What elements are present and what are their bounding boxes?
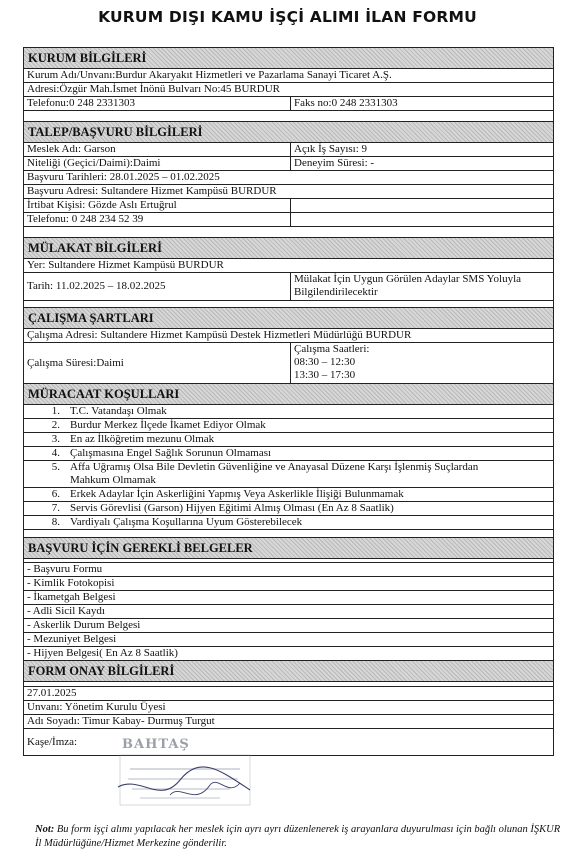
interview-dates: Tarih: 11.02.2025 – 18.02.2025 — [24, 273, 291, 300]
section-kurum-header: KURUM BİLGİLERİ — [24, 48, 553, 69]
section-spacer — [24, 227, 553, 238]
condition-number: 5. — [51, 461, 60, 473]
contact-phone: Telefonu: 0 248 234 52 39 — [24, 213, 291, 226]
document-item: - Kimlik Fotokopisi — [27, 577, 115, 589]
open-positions: Açık İş Sayısı: 9 — [294, 143, 368, 155]
document-item: - Adli Sicil Kaydı — [27, 605, 105, 617]
approval-date: 27.01.2025 — [27, 687, 77, 699]
condition-number: 4. — [51, 447, 60, 459]
condition-text: Çalışmasına Engel Sağlık Sorunun Olmaması — [70, 447, 272, 459]
section-talep-header: TALEP/BAŞVURU BİLGİLERİ — [24, 122, 553, 143]
condition-text: Servis Görevlisi (Garson) Hijyen Eğitimi Almış Olması (En Az 8 Saatlik) — [70, 502, 394, 514]
form-title: KURUM DIŞI KAMU İŞÇİ ALIMI İLAN FORMU — [98, 8, 477, 26]
job-title: Meslek Adı: Garson — [24, 143, 291, 156]
experience: Deneyim Süresi: - — [294, 157, 375, 169]
note-text: Bu form işçi alımı yapılacak her meslek için ayrı ayrı düzenlenerek iş arayanlara duyurulması için bağlı olunan İŞKUR İl Müdürlüğüne/Hizmet Merkezine gönderilir. — [35, 824, 561, 849]
approver-names: Adı Soyadı: Timur Kabay- Durmuş Turgut — [27, 715, 215, 727]
empty-cell — [291, 213, 553, 226]
section-mulakat-header: MÜLAKAT BİLGİLERİ — [24, 238, 553, 259]
application-address: Başvuru Adresi: Sultandere Hizmet Kampüsü BURDUR — [27, 185, 277, 197]
condition-number: 3. — [51, 433, 60, 445]
condition-text: Vardiyalı Çalışma Koşullarına Uyum Gösterebilecek — [70, 516, 303, 528]
stamp-logo-text: BAHTAŞ — [122, 737, 190, 752]
interview-notification-line-1: Mülakat İçin Uygun Görülen Adaylar SMS Yoluyla — [294, 273, 522, 285]
work-hours-afternoon: 13:30 – 17:30 — [294, 369, 356, 381]
document-item: - Başvuru Formu — [27, 563, 103, 575]
section-calisma-header: ÇALIŞMA ŞARTLARI — [24, 308, 553, 329]
kurum-phone: Telefonu:0 248 2331303 — [24, 97, 291, 110]
document-item: - İkametgah Belgesi — [27, 591, 116, 603]
interview-notification — [291, 273, 553, 300]
application-form — [23, 47, 554, 756]
stamp-signature: Kaşe/İmza: — [27, 735, 78, 748]
empty-cell — [291, 199, 553, 212]
section-belgeler-header: BAŞVURU İÇİN GEREKLİ BELGELER — [24, 538, 553, 559]
condition-number: 8. — [51, 516, 60, 528]
kurum-fax: Faks no:0 248 2331303 — [294, 97, 398, 109]
section-spacer — [24, 530, 553, 538]
job-type: Niteliği (Geçici/Daimi):Daimi — [24, 157, 291, 170]
condition-number: 6. — [51, 488, 60, 500]
section-onay-header: FORM ONAY BİLGİLERİ — [24, 661, 553, 682]
condition-number: 7. — [51, 502, 60, 514]
condition-text: Burdur Merkez İlçede İkamet Ediyor Olmak — [70, 419, 266, 431]
condition-text: T.C. Vatandaşı Olmak — [70, 405, 167, 417]
section-spacer — [24, 111, 553, 122]
condition-text: Erkek Adaylar İçin Askerliğini Yapmış Veya Askerlikle İlişiği Bulunmamak — [70, 488, 404, 500]
work-address: Çalışma Adresi: Sultandere Hizmet Kampüsü Destek Hizmetleri Müdürlüğü BURDUR — [27, 329, 412, 341]
application-dates: Başvuru Tarihleri: 28.01.2025 – 01.02.2025 — [27, 171, 220, 183]
work-duration: Çalışma Süresi:Daimi — [24, 343, 291, 383]
condition-number: 1. — [51, 405, 60, 417]
document-item: - Askerlik Durum Belgesi — [27, 619, 141, 631]
footer-note — [35, 823, 565, 851]
document-item: - Mezuniyet Belgesi — [27, 633, 117, 645]
condition-number: 2. — [51, 419, 60, 431]
condition-text: Affa Uğramış Olsa Bile Devletin Güvenliğine ve Anayasal Düzene Karşı İşlenmiş Suçlardan Mahkum Olmamak — [70, 461, 479, 486]
kurum-address: Adresi:Özgür Mah.İsmet İnönü Bulvarı No:45 BURDUR — [27, 83, 280, 95]
section-muracaat-header: MÜRACAAT KOŞULLARI — [24, 384, 553, 405]
interview-notification-line-2: Bilgilendirilecektir — [294, 286, 378, 298]
document-item: - Hijyen Belgesi( En Az 8 Saatlik) — [27, 647, 178, 659]
section-spacer — [24, 301, 553, 308]
contact-person: İrtibat Kişisi: Gözde Aslı Ertuğrul — [24, 199, 291, 212]
kurum-name: Kurum Adı/Unvanı:Burdur Akaryakıt Hizmetleri ve Pazarlama Sanayi Ticaret A.Ş. — [27, 69, 392, 81]
work-hours-morning: 08:30 – 12:30 — [294, 356, 356, 368]
interview-location: Yer: Sultandere Hizmet Kampüsü BURDUR — [27, 259, 224, 271]
approver-title: Unvanı: Yönetim Kurulu Üyesi — [27, 701, 166, 713]
note-label: Not: — [35, 824, 55, 835]
work-hours — [291, 343, 553, 383]
work-hours-label: Çalışma Saatleri: — [294, 343, 370, 355]
condition-text: En az İlköğretim mezunu Olmak — [70, 433, 215, 445]
